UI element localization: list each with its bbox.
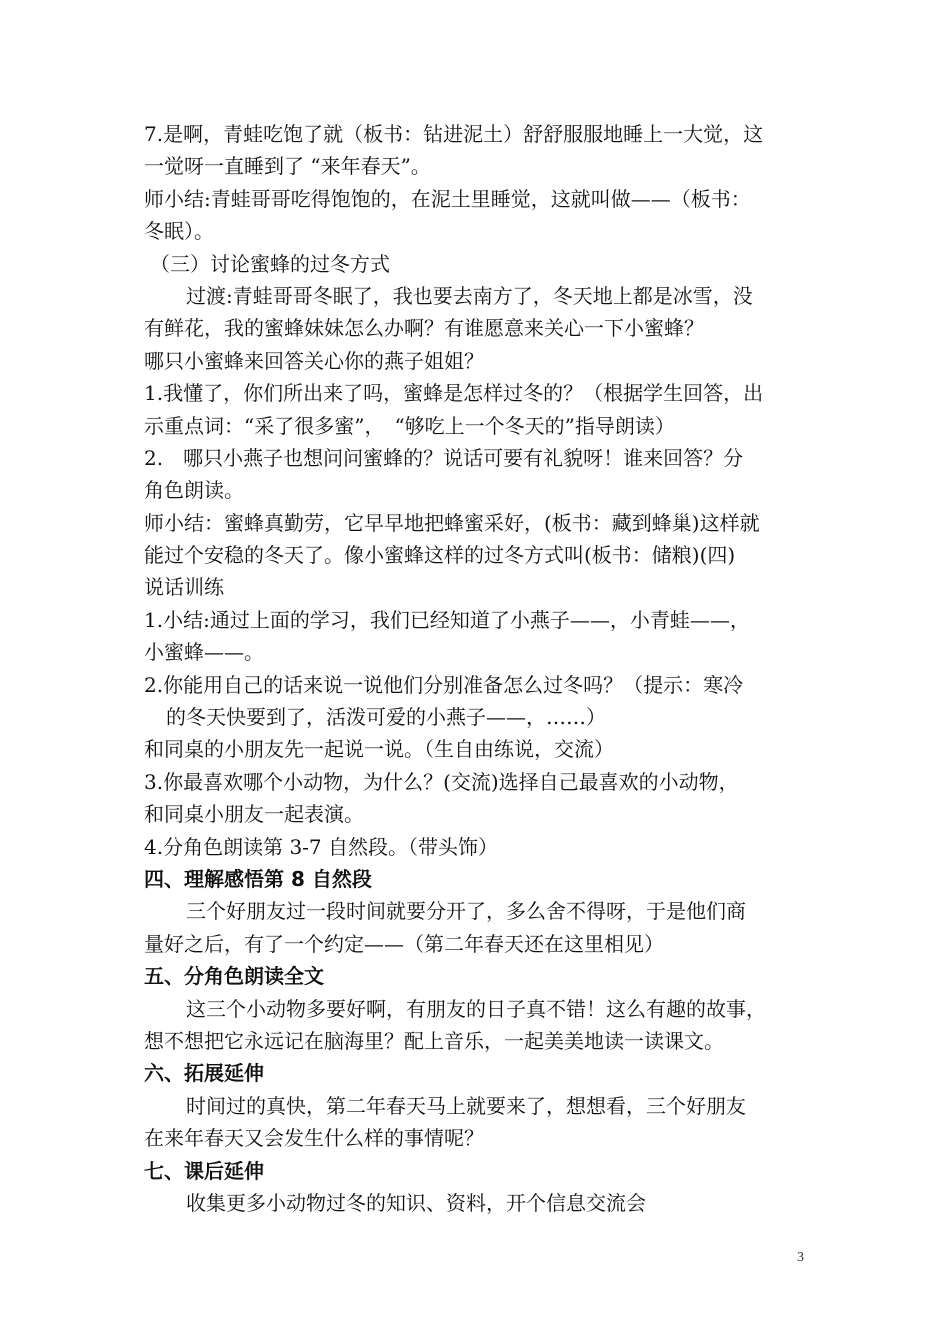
text-line: 1.我懂了，你们所出来了吗，蜜蜂是怎样过冬的？（根据学生回答，出: [144, 381, 764, 406]
text-line: 说话训练: [144, 575, 224, 600]
text-line: 2.你能用自己的话来说一说他们分别准备怎么过冬吗？（提示：寒冷: [144, 672, 744, 697]
page-number: 3: [797, 1250, 804, 1265]
text-line: 3.你最喜欢哪个小动物，为什么？(交流)选择自己最喜欢的小动物，: [144, 769, 739, 794]
section-heading: 四、理解感悟第 8 自然段: [144, 866, 372, 891]
text-line: 角色朗读。: [144, 478, 244, 503]
text-line: 师小结:青蛙哥哥吃得饱饱的，在泥土里睡觉，这就叫做——（板书：: [144, 186, 751, 211]
text-line: 哪只小蜜蜂来回答关心你的燕子姐姐？: [144, 348, 484, 373]
document-body: [144, 118, 824, 1219]
text-line: 有鲜花，我的蜜蜂妹妹怎么办啊？有谁愿意来关心一下小蜜蜂？: [144, 316, 704, 341]
text-line: 和同桌的小朋友先一起说一说。（生自由练说，交流）: [144, 737, 614, 762]
text-line: 过渡:青蛙哥哥冬眠了，我也要去南方了，冬天地上都是冰雪，没: [186, 283, 753, 308]
text-line: 一觉呀一直睡到了 “来年春天”。: [144, 154, 431, 179]
text-line: 的冬天快要到了，活泼可爱的小燕子——，……）: [166, 705, 606, 730]
text-line: 和同桌小朋友一起表演。: [144, 802, 364, 827]
text-line: 冬眠）。: [144, 219, 214, 244]
text-line: 能过个安稳的冬天了。像小蜜蜂这样的过冬方式叫(板书：储粮)(四): [144, 543, 736, 568]
text-line: 收集更多小动物过冬的知识、资料，开个信息交流会: [186, 1190, 646, 1215]
text-line: 示重点词：“采了很多蜜”， “够吃上一个冬天的”指导朗读）: [144, 413, 675, 438]
text-line: 小蜜蜂——。: [144, 640, 264, 665]
text-line: （三）讨论蜜蜂的过冬方式: [150, 251, 390, 276]
text-line: 这三个小动物多要好啊，有朋友的日子真不错！这么有趣的故事，: [186, 996, 766, 1021]
section-heading: 七、课后延伸: [144, 1158, 264, 1183]
text-line: 7.是啊，青蛙吃饱了就（板书：钻进泥土）舒舒服服地睡上一大觉，这: [144, 122, 764, 146]
section-heading: 六、拓展延伸: [144, 1061, 264, 1086]
text-line: 在来年春天又会发生什么样的事情呢？: [144, 1126, 484, 1151]
text-line: 三个好朋友过一段时间就要分开了，多么舍不得呀，于是他们商: [186, 899, 746, 924]
text-line: 量好之后，有了一个约定——（第二年春天还在这里相见）: [144, 931, 664, 956]
text-line: 4.分角色朗读第 3-7 自然段。（带头饰）: [144, 834, 499, 859]
text-line: 1.小结:通过上面的学习，我们已经知道了小燕子——，小青蛙——，: [144, 607, 750, 632]
text-line: 2. 哪只小燕子也想问问蜜蜂的？说话可要有礼貌呀！谁来回答？分: [144, 445, 744, 470]
text-line: 时间过的真快，第二年春天马上就要来了，想想看，三个好朋友: [186, 1093, 746, 1118]
section-heading: 五、分角色朗读全文: [144, 964, 324, 989]
text-line: 想不想把它永远记在脑海里？配上音乐，一起美美地读一读课文。: [144, 1028, 724, 1053]
text-line: 师小结：蜜蜂真勤劳，它早早地把蜂蜜采好，(板书：藏到蜂巢)这样就: [144, 510, 760, 535]
